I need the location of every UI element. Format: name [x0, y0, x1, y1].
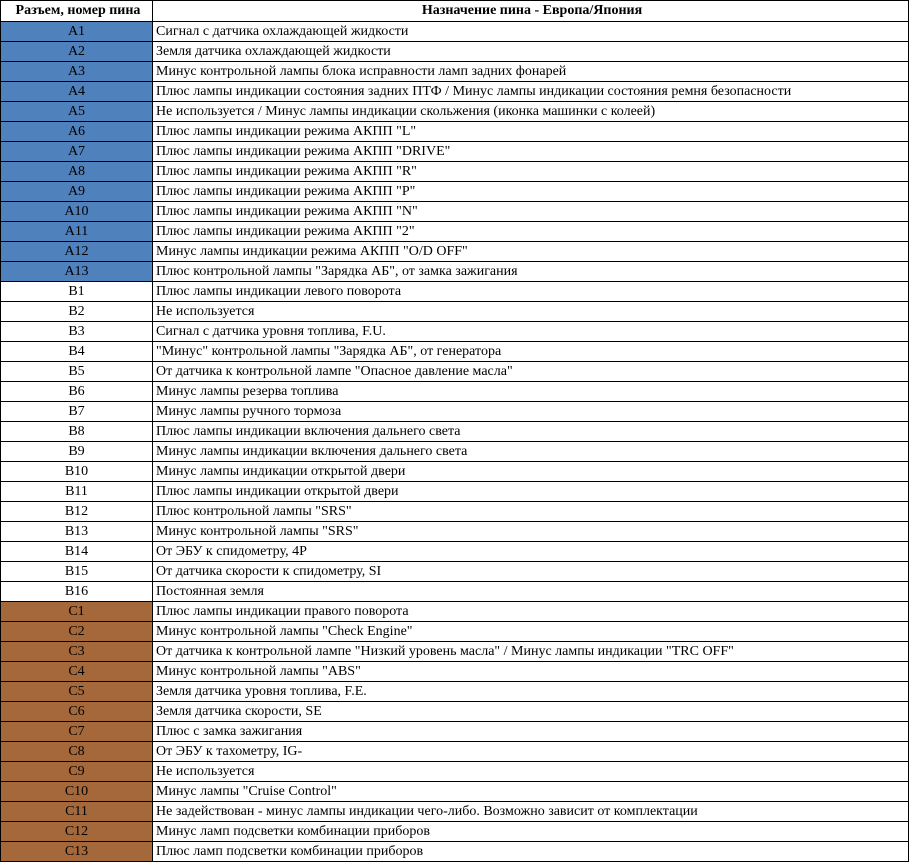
pin-cell: C7 [1, 722, 153, 742]
purpose-cell: Земля датчика уровня топлива, F.E. [153, 682, 909, 702]
pin-cell: C10 [1, 782, 153, 802]
purpose-cell: Минус контрольной лампы блока исправности ламп задних фонарей [153, 62, 909, 82]
purpose-cell: Сигнал с датчика уровня топлива, F.U. [153, 322, 909, 342]
purpose-cell: "Минус" контрольной лампы "Зарядка АБ", от генератора [153, 342, 909, 362]
purpose-cell: Минус контрольной лампы "Check Engine" [153, 622, 909, 642]
pin-cell: A2 [1, 42, 153, 62]
purpose-cell: Постоянная земля [153, 582, 909, 602]
table-row [1, 382, 909, 402]
pin-cell: C8 [1, 742, 153, 762]
pin-cell: A4 [1, 82, 153, 102]
pin-cell: B11 [1, 482, 153, 502]
pin-cell: A12 [1, 242, 153, 262]
table-row [1, 482, 909, 502]
table-row [1, 542, 909, 562]
table-row [1, 582, 909, 602]
purpose-cell: Земля датчика охлаждающей жидкости [153, 42, 909, 62]
table-row [1, 442, 909, 462]
pin-cell: C13 [1, 842, 153, 862]
pin-cell: C9 [1, 762, 153, 782]
pin-cell: B16 [1, 582, 153, 602]
pin-cell: B8 [1, 422, 153, 442]
pin-cell: B1 [1, 282, 153, 302]
table-row [1, 322, 909, 342]
table-body [1, 22, 909, 862]
pin-cell: B10 [1, 462, 153, 482]
purpose-cell: Не используется / Минус лампы индикации скольжения (иконка машинки с колеей) [153, 102, 909, 122]
pin-cell: A11 [1, 222, 153, 242]
pin-cell: A10 [1, 202, 153, 222]
header-row [1, 1, 909, 22]
table-row [1, 282, 909, 302]
table-row [1, 302, 909, 322]
purpose-cell: От ЭБУ к спидометру, 4P [153, 542, 909, 562]
pin-cell: A9 [1, 182, 153, 202]
table-row [1, 782, 909, 802]
purpose-cell: Минус контрольной лампы "SRS" [153, 522, 909, 542]
table-row [1, 362, 909, 382]
table-row [1, 662, 909, 682]
table-row [1, 262, 909, 282]
table-row [1, 402, 909, 422]
purpose-column-header: Назначение пина - Европа/Япония [153, 1, 909, 22]
purpose-cell: Минус лампы "Cruise Control" [153, 782, 909, 802]
purpose-cell: Сигнал с датчика охлаждающей жидкости [153, 22, 909, 42]
pin-cell: C4 [1, 662, 153, 682]
table-row [1, 242, 909, 262]
purpose-cell: Плюс лампы индикации режима АКПП "DRIVE" [153, 142, 909, 162]
table-row [1, 162, 909, 182]
table-row [1, 742, 909, 762]
pin-cell: A8 [1, 162, 153, 182]
table-row [1, 842, 909, 862]
pin-cell: C6 [1, 702, 153, 722]
purpose-cell: Минус лампы индикации режима АКПП "O/D OFF" [153, 242, 909, 262]
pin-cell: C1 [1, 602, 153, 622]
pin-cell: A7 [1, 142, 153, 162]
purpose-cell: Земля датчика скорости, SE [153, 702, 909, 722]
pin-cell: C3 [1, 642, 153, 662]
purpose-cell: Плюс лампы индикации режима АКПП "P" [153, 182, 909, 202]
table-row [1, 22, 909, 42]
pin-cell: B7 [1, 402, 153, 422]
pin-cell: C12 [1, 822, 153, 842]
table-row [1, 762, 909, 782]
purpose-cell: Минус лампы ручного тормоза [153, 402, 909, 422]
purpose-cell: Плюс ламп подсветки комбинации приборов [153, 842, 909, 862]
pin-cell: B5 [1, 362, 153, 382]
pin-column-header: Разъем, номер пина [1, 1, 153, 22]
pin-cell: B9 [1, 442, 153, 462]
table-row [1, 82, 909, 102]
pin-cell: A3 [1, 62, 153, 82]
purpose-cell: Плюс лампы индикации включения дальнего света [153, 422, 909, 442]
table-row [1, 62, 909, 82]
pin-cell: A13 [1, 262, 153, 282]
table-row [1, 122, 909, 142]
table-row [1, 202, 909, 222]
table-row [1, 182, 909, 202]
purpose-cell: Не используется [153, 762, 909, 782]
table-row [1, 142, 909, 162]
table-row [1, 802, 909, 822]
pin-cell: C2 [1, 622, 153, 642]
table-row [1, 462, 909, 482]
table-row [1, 642, 909, 662]
purpose-cell: Плюс лампы индикации режима АКПП "N" [153, 202, 909, 222]
table-row [1, 822, 909, 842]
purpose-cell: Плюс лампы индикации режима АКПП "L" [153, 122, 909, 142]
table-row [1, 602, 909, 622]
purpose-cell: Плюс контрольной лампы "Зарядка АБ", от замка зажигания [153, 262, 909, 282]
purpose-cell: Плюс лампы индикации режима АКПП "R" [153, 162, 909, 182]
purpose-cell: Плюс лампы индикации правого поворота [153, 602, 909, 622]
table-row [1, 422, 909, 442]
pin-cell: A5 [1, 102, 153, 122]
purpose-cell: Плюс лампы индикации состояния задних ПТФ / Минус лампы индикации состояния ремня безопасности [153, 82, 909, 102]
pin-cell: A1 [1, 22, 153, 42]
table-row [1, 42, 909, 62]
pin-cell: B13 [1, 522, 153, 542]
table-row [1, 342, 909, 362]
pin-cell: B4 [1, 342, 153, 362]
purpose-cell: Минус контрольной лампы "ABS" [153, 662, 909, 682]
pin-cell: B3 [1, 322, 153, 342]
pin-cell: B14 [1, 542, 153, 562]
purpose-cell: От датчика к контрольной лампе "Низкий уровень масла" / Минус лампы индикации "TRC OFF" [153, 642, 909, 662]
pin-cell: B6 [1, 382, 153, 402]
purpose-cell: От датчика скорости к спидометру, SI [153, 562, 909, 582]
purpose-cell: От ЭБУ к тахометру, IG- [153, 742, 909, 762]
purpose-cell: Минус лампы резерва топлива [153, 382, 909, 402]
table-row [1, 702, 909, 722]
purpose-cell: Не используется [153, 302, 909, 322]
table-row [1, 622, 909, 642]
purpose-cell: Минус лампы индикации открытой двери [153, 462, 909, 482]
table-row [1, 562, 909, 582]
purpose-cell: Плюс лампы индикации открытой двери [153, 482, 909, 502]
table-row [1, 222, 909, 242]
purpose-cell: Плюс лампы индикации левого поворота [153, 282, 909, 302]
purpose-cell: Плюс с замка зажигания [153, 722, 909, 742]
purpose-cell: Плюс контрольной лампы "SRS" [153, 502, 909, 522]
table-row [1, 682, 909, 702]
purpose-cell: Минус ламп подсветки комбинации приборов [153, 822, 909, 842]
table-row [1, 722, 909, 742]
purpose-cell: Минус лампы индикации включения дальнего света [153, 442, 909, 462]
purpose-cell: Плюс лампы индикации режима АКПП "2" [153, 222, 909, 242]
purpose-cell: Не задействован - минус лампы индикации чего-либо. Возможно зависит от комплектации [153, 802, 909, 822]
pin-cell: B2 [1, 302, 153, 322]
pin-cell: C5 [1, 682, 153, 702]
pin-cell: B12 [1, 502, 153, 522]
pin-cell: C11 [1, 802, 153, 822]
table-row [1, 102, 909, 122]
table-row [1, 502, 909, 522]
table-row [1, 522, 909, 542]
purpose-cell: От датчика к контрольной лампе "Опасное давление масла" [153, 362, 909, 382]
pin-cell: B15 [1, 562, 153, 582]
pin-cell: A6 [1, 122, 153, 142]
